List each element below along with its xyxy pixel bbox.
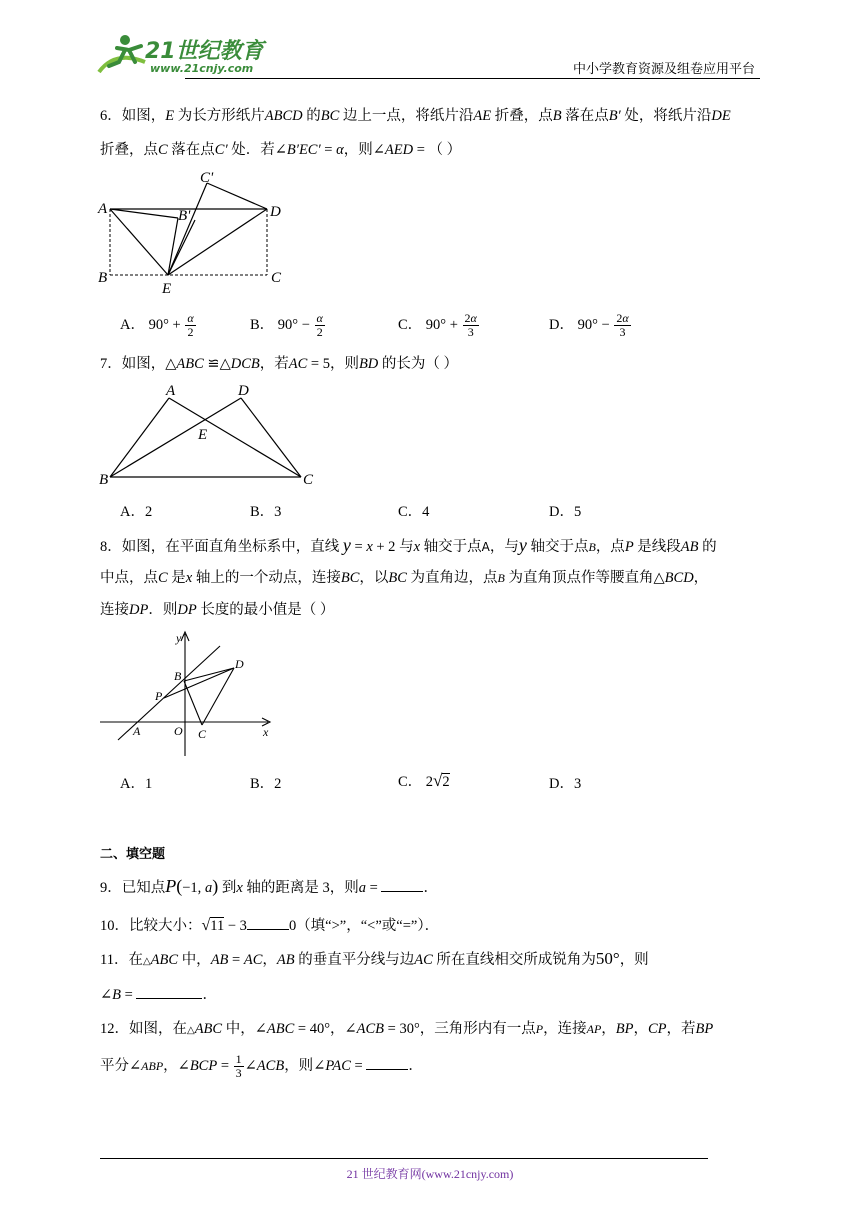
q8-label-B: B xyxy=(174,669,182,683)
q8-line3: 连接DP．则DP 长度的最小值是（ ） xyxy=(100,602,335,618)
q12-line2: 平分∠ABP，∠BCP = $\frac{1}{3}$ ∠ACB，则∠PAC = ． xyxy=(100,1052,423,1080)
q6-option-d[interactable]: D． 90° − $\frac{2\alpha}{3}$ xyxy=(549,311,629,339)
q6-option-a[interactable]: A． 90° + $\frac{\alpha}{2}$ xyxy=(120,311,194,339)
header-rule xyxy=(185,78,760,79)
q10-line: 10．比较大小：√11 − 3 0（填“>”，“<”或“=”）． xyxy=(100,917,440,934)
q12-answer-blank[interactable] xyxy=(366,1055,408,1070)
q7-label-C: C xyxy=(303,472,314,488)
q6-option-c[interactable]: C． 90° + $\frac{2\alpha}{3}$ xyxy=(398,311,477,339)
q8-option-a[interactable]: A．1 xyxy=(120,776,153,792)
q8-label-A: A xyxy=(133,724,141,738)
q7-figure xyxy=(96,380,326,490)
q8-axis-y-label: y xyxy=(176,631,182,645)
footer-text: 21 世纪教育网(www.21cnjy.com) xyxy=(346,1167,514,1181)
q8-label-C: C xyxy=(198,727,207,741)
q8-figure xyxy=(96,628,281,763)
header-right-text: 中小学教育资源及组卷应用平台 xyxy=(572,62,755,77)
q8-axis-x-label: x xyxy=(263,725,269,739)
q6-option-b[interactable]: B． 90° − $\frac{\alpha}{2}$ xyxy=(250,311,323,339)
q9-answer-blank[interactable] xyxy=(381,877,423,892)
q8-option-d[interactable]: D．3 xyxy=(549,776,582,792)
q8-line2: 中点，点C 是x 轴上的一个动点，连接BC，以BC 为直角边，点B 为直角顶点作等腰直角△BCD， xyxy=(100,570,709,586)
section-2-title: 二、填空题 xyxy=(100,847,166,862)
q6-figure xyxy=(96,166,296,296)
q7-option-d[interactable]: D．5 xyxy=(549,504,582,520)
q7-label-B: B xyxy=(99,472,109,488)
q11-line1: 11．在△ABC 中，AB = AC，AB 的垂直平分线与边AC 所在直线相交所成锐角为50°，则 xyxy=(100,949,649,968)
q7-option-c[interactable]: C．4 xyxy=(398,504,430,520)
q6-label-D: D xyxy=(270,204,281,220)
footer-rule xyxy=(100,1158,708,1159)
q8-option-b[interactable]: B．2 xyxy=(250,776,282,792)
q6-label-E: E xyxy=(162,281,172,296)
q9-line: 9．已知点P(−1, a) 到x 轴的距离是 3，则a = ． xyxy=(100,876,438,896)
q11-line2: ∠B = ． xyxy=(100,984,217,1005)
q8-label-P: P xyxy=(155,689,163,703)
q8-line1: 8．如图，在平面直角坐标系中，直线 y = x + 2 与x 轴交于点A，与y 轴交于点B，点P 是线段AB 的 xyxy=(100,535,717,555)
q8-label-O: O xyxy=(174,724,183,738)
q10-answer-blank[interactable] xyxy=(247,915,289,930)
q12-line1: 12．如图，在△ABC 中，∠ABC = 40°，∠ACB = 30°，三角形内有一点P，连接AP，BP，CP，若BP xyxy=(100,1021,714,1037)
q7-label-A: A xyxy=(166,383,176,399)
q7-option-b[interactable]: B．3 xyxy=(250,504,282,520)
q6-label-C-prime: C' xyxy=(200,170,214,186)
q7-option-a[interactable]: A．2 xyxy=(120,504,153,520)
q6-label-B: B xyxy=(98,270,108,286)
q8-option-c[interactable]: C． 2√2 xyxy=(398,771,450,790)
q7-label-D: D xyxy=(238,383,249,399)
q6-label-B-prime: B' xyxy=(178,208,191,224)
q6-line2: 折叠，点C 落在点C′ 处．若∠B′EC′ = α，则∠AED = （ ） xyxy=(100,142,462,158)
logo-main-text: 21世纪教育 xyxy=(145,39,264,64)
q6-label-C: C xyxy=(271,270,282,286)
header xyxy=(95,30,760,80)
q6-line1: 6．如图，E 为长方形纸片ABCD 的BC 边上一点，将纸片沿AE 折叠，点B 落在点B′ 处，将纸片沿DE xyxy=(100,108,731,124)
q8-label-D: D xyxy=(235,657,244,671)
q11-answer-blank[interactable] xyxy=(136,984,202,999)
q7-label-E: E xyxy=(198,427,208,443)
q7-line: 7．如图，△ABC ≌△DCB，若AC = 5，则BD 的长为（ ） xyxy=(100,356,459,372)
q6-label-A: A xyxy=(98,201,108,217)
logo-url-text: www.21cnjy.com xyxy=(150,62,254,75)
